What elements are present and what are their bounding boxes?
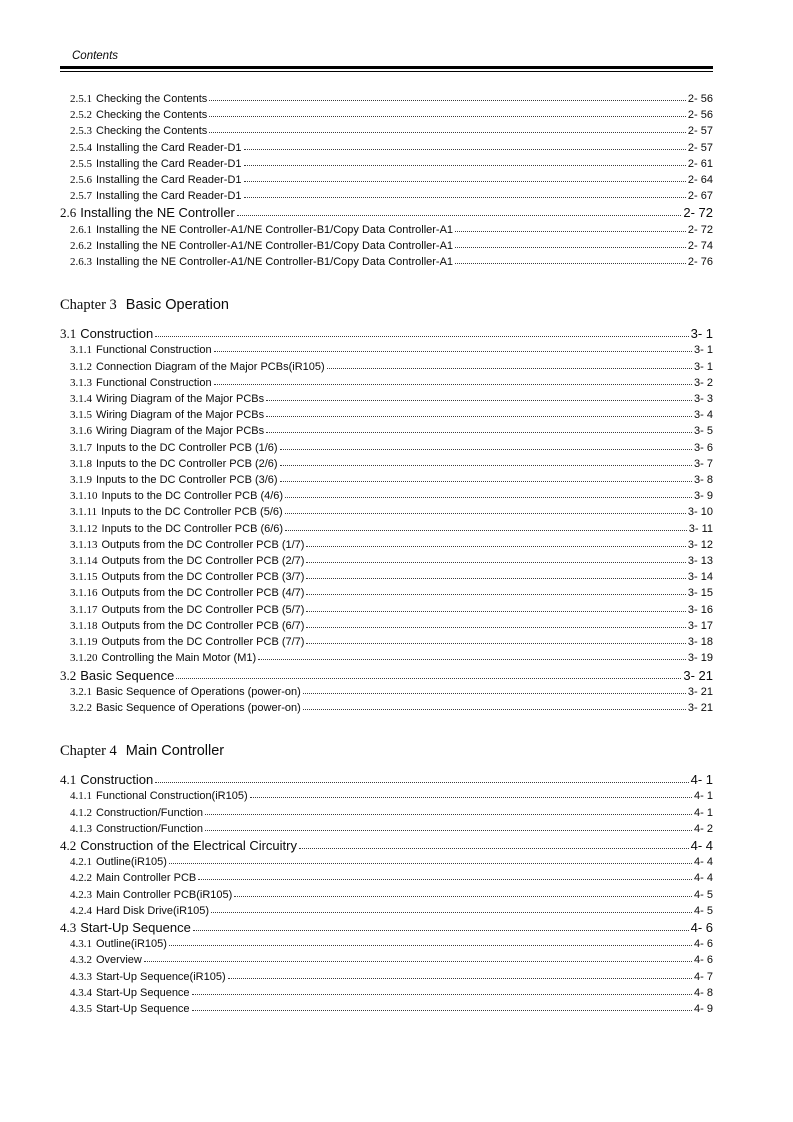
toc-entry-page-number: 4- 4 bbox=[694, 872, 713, 885]
dotted-leader bbox=[285, 495, 692, 499]
toc-entry-title: Basic Sequence bbox=[80, 667, 175, 683]
toc-entry-page-number: 3- 12 bbox=[687, 538, 713, 551]
toc-entry-title: Construction bbox=[80, 326, 154, 342]
dotted-leader bbox=[258, 657, 686, 661]
toc-entry[interactable] bbox=[60, 342, 713, 358]
toc-entry-title: Checking the Contents bbox=[96, 109, 208, 122]
chapter-heading bbox=[60, 296, 713, 315]
toc-entry[interactable] bbox=[60, 1001, 713, 1017]
toc-entry[interactable] bbox=[60, 359, 713, 375]
toc-entry-title: Outputs from the DC Controller PCB (5/7) bbox=[101, 603, 305, 616]
toc-entry-title: Controlling the Main Motor (M1) bbox=[101, 652, 257, 665]
toc-entry[interactable] bbox=[60, 440, 713, 456]
toc-entry[interactable] bbox=[60, 423, 713, 439]
dotted-leader bbox=[306, 609, 685, 613]
toc-entry-page-number: 4- 7 bbox=[694, 970, 713, 983]
toc-entry-number: 3.1.8 bbox=[70, 457, 92, 470]
toc-entry-page-number: 4- 4 bbox=[690, 837, 713, 853]
toc-entry-number: 3.1.13 bbox=[70, 538, 98, 551]
toc-entry-page-number: 3- 17 bbox=[687, 619, 713, 632]
toc-entry-title: Installing the NE Controller bbox=[80, 205, 235, 221]
dotted-leader bbox=[280, 447, 692, 451]
toc-entry-title: Inputs to the DC Controller PCB (5/6) bbox=[101, 506, 283, 519]
toc-entry-number: 2.5.1 bbox=[70, 93, 92, 105]
dotted-leader bbox=[303, 707, 686, 711]
toc-entry[interactable] bbox=[60, 456, 713, 472]
toc-entry-page-number: 2- 61 bbox=[687, 157, 713, 170]
dotted-leader bbox=[250, 795, 692, 799]
toc-entry-number: 2.6.2 bbox=[70, 239, 92, 252]
toc-entry[interactable] bbox=[60, 325, 713, 342]
toc-entry-page-number: 3- 1 bbox=[694, 360, 713, 373]
toc-entry-title: Connection Diagram of the Major PCBs(iR105) bbox=[96, 360, 325, 373]
dotted-leader bbox=[205, 828, 692, 832]
toc-entry-page-number: 3- 6 bbox=[694, 441, 713, 454]
dotted-leader bbox=[244, 163, 686, 167]
toc-entry-title: Outputs from the DC Controller PCB (3/7) bbox=[101, 571, 305, 584]
toc-entry[interactable] bbox=[60, 936, 713, 952]
chapter-label: Chapter 3 bbox=[60, 297, 117, 314]
toc-entry[interactable] bbox=[60, 140, 713, 156]
toc-entry[interactable] bbox=[60, 504, 713, 520]
dotted-leader bbox=[193, 928, 689, 932]
toc-entry[interactable] bbox=[60, 391, 713, 407]
dotted-leader bbox=[169, 943, 692, 947]
toc-entry-number: 3.2.2 bbox=[70, 701, 92, 714]
dotted-leader bbox=[244, 179, 686, 183]
toc-entry-page-number: 3- 18 bbox=[687, 636, 713, 649]
dotted-leader bbox=[299, 846, 689, 850]
toc-entry-page-number: 3- 10 bbox=[687, 506, 713, 519]
toc-entry-page-number: 3- 19 bbox=[687, 652, 713, 665]
toc-entry-page-number: 3- 1 bbox=[690, 326, 713, 342]
table-of-contents bbox=[60, 91, 713, 1017]
toc-entry-page-number: 3- 3 bbox=[694, 393, 713, 406]
toc-entry-title: Start-Up Sequence bbox=[80, 919, 191, 935]
toc-entry-number: 4.1.3 bbox=[70, 822, 92, 835]
toc-entry-page-number: 3- 4 bbox=[694, 409, 713, 422]
dotted-leader bbox=[280, 479, 692, 483]
dotted-leader bbox=[455, 261, 686, 265]
toc-entry[interactable] bbox=[60, 222, 713, 238]
toc-entry[interactable] bbox=[60, 375, 713, 391]
dotted-leader bbox=[155, 334, 688, 338]
toc-entry[interactable] bbox=[60, 969, 713, 985]
toc-entry-page-number: 4- 6 bbox=[690, 919, 713, 935]
toc-entry-page-number: 3- 1 bbox=[694, 344, 713, 357]
toc-entry-number: 2.5.3 bbox=[70, 125, 92, 138]
dotted-leader bbox=[303, 691, 686, 695]
toc-entry-page-number: 3- 2 bbox=[694, 376, 713, 389]
toc-entry-number: 2.5.5 bbox=[70, 157, 92, 170]
toc-entry-title: Checking the Contents bbox=[96, 125, 208, 138]
dotted-leader bbox=[214, 349, 692, 353]
toc-entry-page-number: 4- 8 bbox=[694, 986, 713, 999]
toc-entry-title: Inputs to the DC Controller PCB (3/6) bbox=[96, 474, 278, 487]
dotted-leader bbox=[209, 98, 686, 102]
toc-entry-number: 3.1.3 bbox=[70, 376, 92, 389]
toc-entry-page-number: 2- 57 bbox=[687, 125, 713, 138]
dotted-leader bbox=[285, 511, 686, 515]
toc-entry[interactable] bbox=[60, 952, 713, 968]
toc-entry-page-number: 4- 1 bbox=[694, 806, 713, 819]
toc-entry[interactable] bbox=[60, 204, 713, 221]
toc-entry[interactable] bbox=[60, 188, 713, 204]
toc-entry-number: 2.6.1 bbox=[70, 223, 92, 236]
toc-entry-title: Basic Sequence of Operations (power-on) bbox=[96, 685, 301, 698]
toc-entry-title: Installing the NE Controller-A1/NE Controller-B1/Copy Data Controller-A1 bbox=[96, 256, 454, 269]
toc-entry[interactable] bbox=[60, 254, 713, 270]
dotted-leader bbox=[306, 544, 685, 548]
toc-entry[interactable] bbox=[60, 91, 713, 107]
toc-entry-number: 3.1.2 bbox=[70, 360, 92, 373]
dotted-leader bbox=[169, 861, 692, 865]
chapter-title: Basic Operation bbox=[125, 297, 229, 314]
page-title: Contents bbox=[72, 50, 119, 62]
dotted-leader bbox=[198, 877, 692, 881]
toc-entry-number: 4.3.5 bbox=[70, 1002, 92, 1015]
toc-entry[interactable] bbox=[60, 585, 713, 601]
toc-entry-title: Functional Construction(iR105) bbox=[96, 790, 248, 803]
dotted-leader bbox=[455, 229, 686, 233]
toc-entry-number: 3.1.1 bbox=[70, 344, 92, 357]
toc-entry-page-number: 4- 9 bbox=[694, 1002, 713, 1015]
toc-entry-number: 3.1.11 bbox=[70, 506, 98, 519]
toc-entry-number: 3.2.1 bbox=[70, 685, 92, 698]
toc-entry-title: Inputs to the DC Controller PCB (6/6) bbox=[101, 522, 284, 535]
toc-entry-title: Outputs from the DC Controller PCB (2/7) bbox=[101, 555, 305, 568]
toc-entry-number: 4.3.3 bbox=[70, 970, 92, 983]
toc-entry-title: Installing the Card Reader-D1 bbox=[96, 157, 242, 170]
header-rule bbox=[60, 66, 713, 72]
toc-entry-title: Main Controller PCB bbox=[96, 872, 197, 885]
toc-entry-number: 4.2.1 bbox=[70, 856, 92, 869]
toc-entry-page-number: 4- 1 bbox=[694, 790, 713, 803]
dotted-leader bbox=[205, 812, 692, 816]
toc-entry-title: Inputs to the DC Controller PCB (2/6) bbox=[96, 457, 278, 470]
toc-entry[interactable] bbox=[60, 472, 713, 488]
toc-entry-number: 3.1.15 bbox=[70, 571, 98, 584]
toc-entry-page-number: 2- 74 bbox=[687, 239, 713, 252]
toc-entry-page-number: 3- 13 bbox=[687, 555, 713, 568]
toc-entry[interactable] bbox=[60, 985, 713, 1001]
dotted-leader bbox=[306, 560, 685, 564]
toc-section bbox=[60, 296, 713, 716]
toc-entry-number: 4.1 bbox=[60, 772, 77, 788]
chapter-title: Main Controller bbox=[125, 743, 225, 760]
page-header bbox=[60, 50, 713, 72]
toc-entry[interactable] bbox=[60, 618, 713, 634]
toc-entry-page-number: 3- 21 bbox=[683, 667, 713, 683]
toc-entry[interactable] bbox=[60, 870, 713, 886]
toc-entry-title: Installing the NE Controller-A1/NE Controller-B1/Copy Data Controller-A1 bbox=[96, 223, 454, 236]
toc-entry-page-number: 4- 1 bbox=[690, 772, 713, 788]
toc-entry[interactable] bbox=[60, 919, 713, 936]
toc-entry[interactable] bbox=[60, 650, 713, 666]
toc-entry-title: Start-Up Sequence bbox=[96, 986, 190, 999]
toc-entry-title: Hard Disk Drive(iR105) bbox=[96, 904, 210, 917]
chapter-label: Chapter 4 bbox=[60, 743, 117, 760]
toc-entry-page-number: 3- 16 bbox=[687, 603, 713, 616]
toc-entry-number: 3.1.7 bbox=[70, 441, 92, 454]
toc-entry[interactable] bbox=[60, 238, 713, 254]
toc-entry-number: 4.3.1 bbox=[70, 938, 92, 951]
toc-entry-number: 3.1.4 bbox=[70, 393, 92, 406]
toc-entry-page-number: 3- 21 bbox=[687, 701, 713, 714]
toc-entry[interactable] bbox=[60, 788, 713, 804]
toc-entry-number: 4.2.2 bbox=[70, 872, 92, 885]
dotted-leader bbox=[306, 592, 685, 596]
toc-entry[interactable] bbox=[60, 123, 713, 139]
dotted-leader bbox=[192, 1008, 692, 1012]
toc-entry-page-number: 3- 14 bbox=[687, 571, 713, 584]
dotted-leader bbox=[144, 959, 692, 963]
toc-entry-number: 3.1.20 bbox=[70, 652, 98, 665]
toc-entry-title: Installing the Card Reader-D1 bbox=[96, 190, 242, 203]
toc-entry-title: Construction/Function bbox=[96, 822, 203, 835]
toc-entry-title: Construction bbox=[80, 772, 154, 788]
toc-entry-page-number: 4- 2 bbox=[694, 822, 713, 835]
toc-entry[interactable] bbox=[60, 837, 713, 854]
toc-entry-number: 4.2.4 bbox=[70, 904, 92, 917]
dotted-leader bbox=[176, 676, 681, 680]
toc-entry-title: Start-Up Sequence bbox=[96, 1002, 190, 1015]
dotted-leader bbox=[237, 213, 681, 217]
dotted-leader bbox=[234, 894, 692, 898]
toc-entry-title: Outline(iR105) bbox=[96, 938, 167, 951]
toc-entry-title: Construction/Function bbox=[96, 806, 203, 819]
dotted-leader bbox=[280, 463, 692, 467]
toc-entry[interactable] bbox=[60, 887, 713, 903]
toc-entry-page-number: 2- 64 bbox=[687, 174, 713, 187]
dotted-leader bbox=[455, 245, 686, 249]
toc-entry-number: 3.1.6 bbox=[70, 425, 92, 438]
toc-entry-number: 2.6 bbox=[60, 205, 77, 221]
toc-entry-number: 4.2.3 bbox=[70, 888, 92, 901]
toc-entry-number: 3.1.14 bbox=[70, 555, 98, 568]
toc-entry-page-number: 2- 57 bbox=[687, 141, 713, 154]
toc-entry-page-number: 3- 9 bbox=[694, 490, 713, 503]
toc-entry[interactable] bbox=[60, 407, 713, 423]
toc-entry-page-number: 3- 11 bbox=[688, 522, 713, 535]
dotted-leader bbox=[209, 130, 686, 134]
toc-entry-number: 3.1.17 bbox=[70, 603, 98, 616]
toc-entry-number: 3.1.19 bbox=[70, 636, 98, 649]
toc-entry-title: Inputs to the DC Controller PCB (4/6) bbox=[101, 490, 284, 503]
toc-entry-title: Checking the Contents bbox=[96, 93, 208, 105]
toc-entry-page-number: 3- 7 bbox=[694, 457, 713, 470]
toc-entry-page-number: 3- 15 bbox=[687, 587, 713, 600]
toc-section bbox=[60, 742, 713, 1017]
toc-entry-title: Installing the Card Reader-D1 bbox=[96, 174, 242, 187]
toc-entry[interactable] bbox=[60, 107, 713, 123]
toc-entry-page-number: 3- 8 bbox=[694, 474, 713, 487]
toc-entry-page-number: 4- 6 bbox=[694, 938, 713, 951]
toc-entry[interactable] bbox=[60, 537, 713, 553]
toc-entry[interactable] bbox=[60, 821, 713, 837]
dotted-leader bbox=[192, 992, 692, 996]
toc-entry[interactable] bbox=[60, 521, 713, 537]
dotted-leader bbox=[306, 576, 685, 580]
toc-entry[interactable] bbox=[60, 553, 713, 569]
toc-entry-number: 3.1 bbox=[60, 326, 77, 342]
toc-entry-title: Functional Construction bbox=[96, 344, 212, 357]
toc-entry-number: 2.6.3 bbox=[70, 256, 92, 269]
toc-entry-title: Wiring Diagram of the Major PCBs bbox=[96, 425, 265, 438]
toc-entry-page-number: 4- 6 bbox=[694, 954, 713, 967]
toc-entry-number: 4.1.1 bbox=[70, 790, 92, 803]
toc-entry-page-number: 3- 5 bbox=[694, 425, 713, 438]
dotted-leader bbox=[214, 382, 692, 386]
toc-entry-number: 3.2 bbox=[60, 667, 77, 683]
toc-entry-title: Outline(iR105) bbox=[96, 856, 167, 869]
toc-entry-page-number: 2- 76 bbox=[687, 256, 713, 269]
toc-entry[interactable] bbox=[60, 854, 713, 870]
toc-entry-title: Functional Construction bbox=[96, 376, 212, 389]
dotted-leader bbox=[306, 641, 685, 645]
toc-entry[interactable] bbox=[60, 488, 713, 504]
toc-entry-page-number: 4- 4 bbox=[694, 856, 713, 869]
toc-entry-number: 3.1.5 bbox=[70, 409, 92, 422]
toc-entry-title: Outputs from the DC Controller PCB (6/7) bbox=[101, 619, 305, 632]
toc-entry-title: Outputs from the DC Controller PCB (4/7) bbox=[101, 587, 305, 600]
toc-entry-page-number: 4- 5 bbox=[694, 888, 713, 901]
toc-entry[interactable] bbox=[60, 805, 713, 821]
toc-entry[interactable] bbox=[60, 684, 713, 700]
toc-entry[interactable] bbox=[60, 700, 713, 716]
dotted-leader bbox=[244, 147, 686, 151]
chapter-heading bbox=[60, 742, 713, 761]
toc-entry-page-number: 4- 5 bbox=[694, 904, 713, 917]
toc-entry-number: 2.5.4 bbox=[70, 141, 92, 154]
toc-entry[interactable] bbox=[60, 172, 713, 188]
toc-entry-title: Outputs from the DC Controller PCB (1/7) bbox=[101, 538, 305, 551]
toc-entry-title: Basic Sequence of Operations (power-on) bbox=[96, 701, 301, 714]
toc-entry-title: Start-Up Sequence(iR105) bbox=[96, 970, 226, 983]
toc-section bbox=[60, 91, 713, 270]
toc-entry-title: Overview bbox=[96, 954, 142, 967]
dotted-leader bbox=[211, 910, 692, 914]
toc-entry-number: 4.2 bbox=[60, 837, 77, 853]
toc-entry-number: 3.1.9 bbox=[70, 474, 92, 487]
toc-entry-title: Installing the NE Controller-A1/NE Controller-B1/Copy Data Controller-A1 bbox=[96, 239, 454, 252]
toc-entry[interactable] bbox=[60, 569, 713, 585]
toc-entry-number: 4.3.2 bbox=[70, 954, 92, 967]
toc-entry-number: 3.1.18 bbox=[70, 619, 98, 632]
dotted-leader bbox=[266, 398, 692, 402]
toc-entry-title: Wiring Diagram of the Major PCBs bbox=[96, 409, 265, 422]
toc-entry-number: 3.1.12 bbox=[70, 522, 98, 535]
toc-entry-number: 2.5.7 bbox=[70, 190, 92, 203]
toc-entry-number: 4.3.4 bbox=[70, 986, 92, 999]
toc-entry-number: 4.1.2 bbox=[70, 806, 92, 819]
toc-entry-page-number: 2- 67 bbox=[687, 190, 713, 203]
toc-entry[interactable] bbox=[60, 903, 713, 919]
dotted-leader bbox=[327, 366, 692, 370]
dotted-leader bbox=[155, 780, 688, 784]
toc-entry-page-number: 3- 21 bbox=[687, 685, 713, 698]
toc-entry-title: Main Controller PCB(iR105) bbox=[96, 888, 233, 901]
toc-entry[interactable] bbox=[60, 602, 713, 618]
toc-entry-title: Wiring Diagram of the Major PCBs bbox=[96, 393, 265, 406]
toc-entry-number: 4.3 bbox=[60, 919, 77, 935]
toc-entry[interactable] bbox=[60, 771, 713, 788]
toc-entry-page-number: 2- 72 bbox=[683, 205, 713, 221]
toc-entry[interactable] bbox=[60, 634, 713, 650]
toc-entry[interactable] bbox=[60, 156, 713, 172]
toc-entry-number: 3.1.16 bbox=[70, 587, 98, 600]
toc-entry[interactable] bbox=[60, 667, 713, 684]
dotted-leader bbox=[209, 114, 686, 118]
dotted-leader bbox=[285, 528, 687, 532]
dotted-leader bbox=[266, 414, 692, 418]
toc-entry-title: Construction of the Electrical Circuitry bbox=[80, 837, 297, 853]
dotted-leader bbox=[228, 976, 692, 980]
toc-entry-title: Outputs from the DC Controller PCB (7/7) bbox=[101, 636, 305, 649]
toc-entry-number: 2.5.6 bbox=[70, 174, 92, 187]
toc-entry-page-number: 2- 56 bbox=[687, 109, 713, 122]
dotted-leader bbox=[244, 195, 686, 199]
toc-entry-title: Inputs to the DC Controller PCB (1/6) bbox=[96, 441, 278, 454]
dotted-leader bbox=[306, 625, 685, 629]
toc-entry-title: Installing the Card Reader-D1 bbox=[96, 141, 242, 154]
toc-entry-number: 3.1.10 bbox=[70, 490, 98, 503]
toc-entry-number: 2.5.2 bbox=[70, 109, 92, 122]
toc-entry-page-number: 2- 56 bbox=[687, 93, 713, 105]
dotted-leader bbox=[266, 430, 692, 434]
toc-entry-page-number: 2- 72 bbox=[687, 223, 713, 236]
